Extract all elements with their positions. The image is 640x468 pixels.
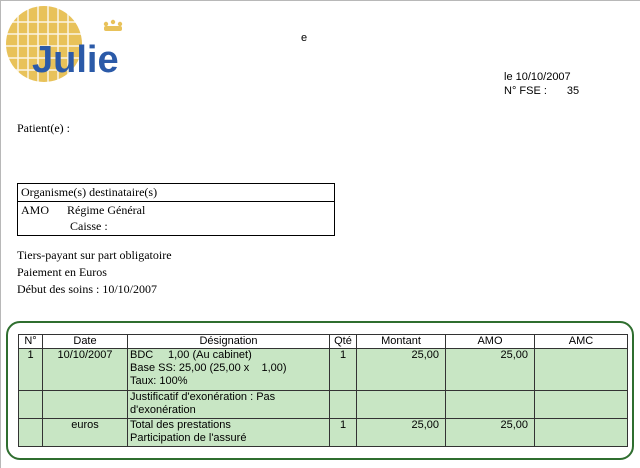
cell-designation — [128, 391, 330, 419]
cell-date: 10/10/2007 — [43, 349, 128, 391]
patient-label: Patient(e) : — [17, 121, 70, 135]
organisme-box — [17, 183, 335, 236]
act-coefficient: 1,00 (Au cabinet) — [168, 349, 252, 361]
document-date: le 10/10/2007 — [504, 71, 571, 83]
cell-num: 1 — [19, 349, 43, 391]
cell-montant — [357, 391, 446, 419]
header-mark: e — [301, 32, 308, 44]
payment-info — [17, 247, 172, 298]
cell-date: euros — [43, 419, 128, 447]
amo-label: AMO — [21, 203, 50, 217]
header-designation: Désignation — [128, 335, 330, 349]
cell-amo: 25,00 — [446, 419, 535, 447]
fse-label: N° FSE : — [504, 85, 547, 97]
cell-amc — [535, 349, 628, 391]
tiers-payant-line: Tiers-payant sur part obligatoire — [17, 248, 172, 262]
organisme-title: Organisme(s) destinataire(s) — [18, 184, 334, 202]
cell-amc — [535, 391, 628, 419]
prestations-panel — [6, 321, 634, 460]
cell-montant: 25,00 — [357, 349, 446, 391]
header-num: N° — [19, 335, 43, 349]
cell-qte: 1 — [330, 419, 357, 447]
table-row — [19, 349, 628, 391]
cell-num — [19, 419, 43, 447]
organisme-amo-row — [18, 202, 334, 218]
total-label: Total des prestations — [130, 419, 231, 431]
cell-amc — [535, 419, 628, 447]
header-amo: AMO — [446, 335, 535, 349]
designation-line — [130, 349, 327, 362]
designation-taux: Taux: 100% — [130, 375, 188, 387]
regime-label: Régime Général — [67, 203, 146, 217]
header-amc: AMC — [535, 335, 628, 349]
cell-num — [19, 391, 43, 419]
header-date: Date — [43, 335, 128, 349]
cell-designation — [128, 419, 330, 447]
caisse-label: Caisse : — [70, 219, 108, 233]
cell-qte — [330, 391, 357, 419]
designation-base: Base SS: 25,00 (25,00 x 1,00) — [130, 362, 287, 374]
act-code: BDC — [130, 349, 154, 361]
cell-amo — [446, 391, 535, 419]
cell-montant: 25,00 — [357, 419, 446, 447]
exoneration-value: d'exonération — [130, 404, 196, 416]
page-border-left — [0, 0, 1, 468]
table-row — [19, 391, 628, 419]
debut-soins-line: Début des soins : 10/10/2007 — [17, 282, 157, 296]
cell-designation — [128, 349, 330, 391]
julie-logo — [4, 4, 132, 84]
fse-row — [504, 84, 579, 98]
fse-value: 35 — [566, 85, 580, 97]
paiement-line: Paiement en Euros — [17, 265, 107, 279]
header-qte: Qté — [330, 335, 357, 349]
prestations-table — [18, 334, 628, 447]
cell-amo: 25,00 — [446, 349, 535, 391]
table-row — [19, 419, 628, 447]
date-block — [504, 70, 579, 98]
cell-date — [43, 391, 128, 419]
page-border-top — [0, 0, 640, 1]
cell-qte: 1 — [330, 349, 357, 391]
participation-label: Participation de l'assuré — [130, 432, 247, 444]
logo-text: Julie — [32, 39, 119, 81]
table-header-row — [19, 335, 628, 349]
header-montant: Montant — [357, 335, 446, 349]
exoneration-line: Justificatif d'exonération : Pas — [130, 391, 276, 403]
organisme-caisse-row — [18, 218, 334, 234]
